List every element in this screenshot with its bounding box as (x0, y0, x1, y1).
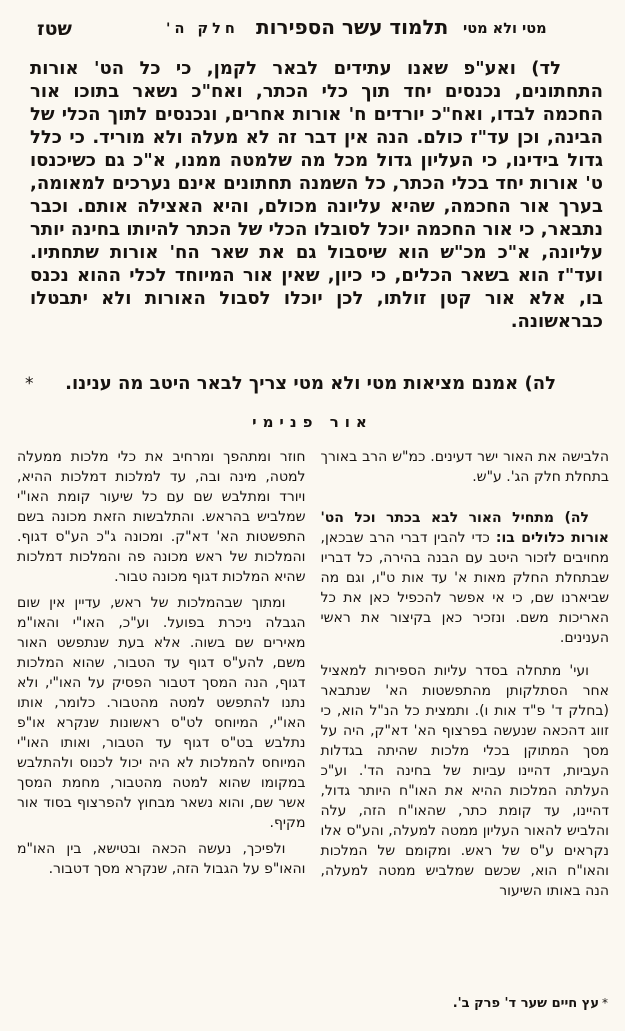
section-label: מטי ולא מטי (463, 21, 547, 37)
commentary-columns (16, 447, 609, 901)
right-col-paragraph-1: הלבישה את האור ישר דעינים. כמ"ש הרב באורך בתחלת חלק הג'. ע"ש. (320, 449, 609, 485)
paragraph-34: לד) ואע"פ שאנו עתידים לבאר לקמן, כי כל הט' אורות התחתונים, נכנסים יחד תוך כלי הכתר, ואח"כ נשאר בתוכו אור החכמה לבדו, ואח"כ יורדים ח' אורות אחרים, ונכנסים לתוך הכלי של הבינה, וכן עד"ז כולם. הנה אין דבר זה לא מעלה ולא מוריד. כי כלל גדול בידינו, כי העליון גדול מכל מה שלמטה ממנו, א"כ גם כשיכנסו ט' אורות יחד בכלי הכתר, כל השמנה תחתונים אינם נערכים למאומה, בערך אור החכמה, שהיא עליונה מכולם, והיא האצילה אותם. וכבר נתבאר, כי אור החכמה יוכל לסובלו הכלי של הכתר להיותו בחינה יותר עליונה, א"כ מכ"ש הוא שיסבול גם את שאר הח' אורות שתחתיו. ועד"ז הוא בשאר הכלים, כי כיון, שאין אור המיוחד לכלי ההוא נכנס בו, אלא אור קטן זולתו, לכן יוכלו לסבול האורות ולא יתבטלו כבראשונה. (30, 58, 603, 332)
footnote-asterisk: * (25, 374, 34, 394)
right-col-paragraph-3: ועי' מתחלה בסדר עליות הספירות למאציל אחר הסתלקותן מהתפשטות הא' שנתבאר (בחלק ד' פ"ד אות ו). ותמצית כל הנ"ל הוא, כי זווג דהכאה שנעשה בפרצוף הא' דא"ק, היה על מסך המתוקן בכלי מלכות שהיתה בגדלות העביות, דהיינו עביות של בחינה הד'. וע"כ העלתה המלכות ההיא את האו"ח היותר גדול, דהיינו, עד קומת כתר, שהאו"ח הזה, עלה והלביש להאור העליון ממטה למעלה, והע"ס אלו נקראים ע"ס של ראש. ומקומם של המלכות והאו"ח הוא, שכשם שמלביש ממטה למעלה, הנה באותו השיעור (320, 663, 609, 899)
right-col-paragraph-2-body: כדי להבין דברי הרב שבכאן, מחויבים לזכור היטב עם הבנה בהירה, כל דבריו שבתחלת החלק מאות א' עד אות ט"ו, וגם מה שביארנו שם, כי אי אפשר להכפיל כאן את כל האריכות משם. ונזכיר כאן בקיצור את ראשי הענינים. (320, 530, 609, 646)
book-title: תלמוד עשר הספירות (256, 15, 449, 39)
left-col-paragraph-1: חוזר ומתהפך ומרחיב את כלי מלכות ממעלה למטה, מינה ובה, עד למלכות דמלכות ההיא, ויורד ומתלבש שם עם כל שיעור קומת האו"י שמלביש בהראש. והתלבשות הזאת מכונה בשם התפשטות הא' דא"ק. ומכונה ג"כ הע"ס דגוף. והמלכות של ראש מכונה פה והמלכות דמלכות שהיא המלכות דגוף מכונה טבור. (17, 449, 306, 585)
footnote-reference-marker: * (602, 996, 608, 1010)
part-label: חלק ה' (166, 21, 239, 37)
commentary-right-column (321, 447, 610, 901)
dibur-hamatchil: לה) מתחיל האור לבא בכתר וכל הט' אורות כלולים בו: (320, 510, 609, 546)
main-text-block (30, 57, 603, 333)
footnote-reference (453, 996, 608, 1011)
left-col-paragraph-2: ומתוך שבהמלכות של ראש, עדיין אין שום הגבלה ניכרת בפועל. וע"כ, האו"י והאו"מ מאירים שם בשוה. אלא בעת שנתפשט האור משם, להע"ס דגוף עד הטבור, שהוא המלכות דגוף, הנה המסך דטבור הפסיק על האו"י, ולא נתנו להתפשט למטה מהטבור. כלומר, אותו האו"י, המיוחס לט"ס ראשונות שנקרא או"פ נתלבש בט"ס דגוף עד הטבור, ואותו האו"י המיוחס להמלכות לא היה יכול לכנוס ולהתלבש במקומו שהוא למטה מהטבור, מחמת המסך אשר שם, והוא נשאר מבחוץ להפרצוף בסוד אור מקיף. (17, 595, 306, 831)
footnote-reference-text: עץ חיים שער ד' פרק ב'. (452, 996, 599, 1011)
page-number: שטז (37, 18, 72, 40)
left-col-paragraph-3: ולפיכך, נעשה הכאה ובטישא, בין האו"מ והאו"פ על הגבול הזה, שנקרא מסך דטבור. (17, 841, 306, 877)
commentary-left-column (17, 447, 306, 901)
commentary-heading: אור פנימי (252, 413, 373, 431)
page-header (0, 0, 625, 46)
paragraph-35 (25, 372, 603, 395)
right-col-paragraph-2 (321, 508, 610, 648)
paragraph-35-text: לה) אמנם מציאות מטי ולא מטי צריך לבאר היטב מה ענינו. (65, 373, 556, 394)
